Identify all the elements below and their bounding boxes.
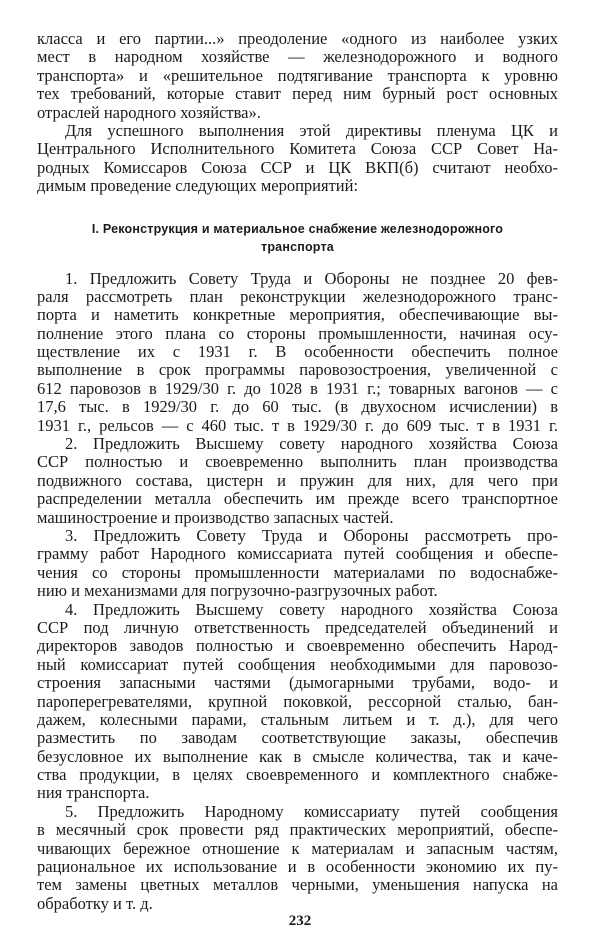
text-line: ства продукции, в целях своевременного и комплектного снабже-: [37, 765, 558, 785]
numbered-item: [37, 435, 558, 527]
text-line: ССР под личную ответственность председателей объединений и: [37, 617, 558, 637]
page-number: 232: [288, 913, 312, 929]
text-line: 1. Предложить Совету Труда и Обороны не позднее 20 фев-: [65, 268, 558, 288]
text-line: Центрального Исполнительного Комитета Союза ССР Совет На-: [37, 139, 558, 159]
text-line: порта и наметить конкретные мероприятия, обеспечивающие вы-: [37, 305, 558, 325]
text-line: димым проведение следующих мероприятий:: [37, 176, 359, 196]
text-line: 5. Предложить Народному комиссариату путей сообщения: [65, 801, 558, 821]
text-line: мест в народном хозяйстве — железнодорожного и водного: [37, 47, 558, 67]
section-heading: [37, 220, 558, 256]
text-line: тех требований, которые ставит перед ним бурный рост основных: [37, 84, 558, 104]
text-line: 1931 г., рельсов — с 460 тыс. т в 1929/30 г. до 609 тыс. т в 1931 г.: [37, 415, 558, 435]
paragraph: [37, 122, 558, 196]
text-line: чивающих бережное отношение к материалам и запасным частям,: [37, 838, 558, 858]
numbered-item: [37, 527, 558, 601]
numbered-item: [37, 601, 558, 803]
text-line: 17,6 тыс. в 1929/30 г. до 60 тыс. (в двухосном исчислении) в: [37, 397, 558, 417]
text-line: выполнение в срок программы паровозостроения, увеличенной с: [37, 360, 558, 380]
text-line: пароперегревателями, крупной поковкой, рессорной сталью, бан-: [37, 691, 558, 711]
text-line: рациональное их использование и в особенности экономию их пу-: [37, 857, 558, 877]
text-line: полнение этого плана со стороны промышленности, начиная осу-: [37, 323, 558, 343]
numbered-item: [37, 803, 558, 913]
intro-text: [37, 30, 558, 196]
text-line: подвижного состава, цистерн и пружин для них, для чего при: [37, 470, 558, 490]
text-line: 4. Предложить Высшему совету народного хозяйства Союза: [65, 599, 558, 619]
paragraph: [37, 30, 558, 122]
text-line: транспорта» и «решительное подтягивание транспорта к уровню: [37, 65, 558, 85]
text-line: директоров заводов полностью и своевременно обеспечить Народ-: [37, 636, 558, 656]
text-line: в месячный срок провести ряд практических мероприятий, обеспе-: [37, 820, 558, 840]
text-line: строения запасными частями (дымогарными трубами, водо- и: [37, 673, 558, 693]
section-heading-line: транспорта: [261, 239, 334, 254]
text-line: ния транспорта.: [37, 783, 150, 803]
text-line: 612 паровозов в 1929/30 г. до 1028 в 1931 г.; товарных вагонов — с: [37, 378, 558, 398]
text-line: чения со стороны промышленности материалами по водоснабже-: [37, 562, 558, 582]
numbered-item: [37, 270, 558, 436]
text-line: грамму работ Народного комиссариата путей сообщения и обеспе-: [37, 544, 558, 564]
text-line: дажем, колесными парами, стальным литьем и т. д.), для чего: [37, 709, 558, 729]
text-line: Для успешного выполнения этой директивы пленума ЦК и: [65, 120, 558, 140]
text-line: обработку и т. д.: [37, 893, 153, 913]
text-line: распределении металла обеспечить им прежде всего транспортное: [37, 489, 558, 509]
text-line: раля рассмотреть план реконструкции железнодорожного транс-: [37, 286, 558, 306]
text-line: отраслей народного хозяйства».: [37, 102, 261, 122]
text-line: ССР полностью и своевременно выполнить план производства: [37, 452, 558, 472]
text-line: нию и механизмами для погрузочно-разгрузочных работ.: [37, 581, 438, 601]
text-line: разместить по заводам соответствующие заказы, обеспечив: [37, 728, 558, 748]
document-page: [37, 30, 558, 913]
text-line: машиностроение и производство запасных частей.: [37, 507, 394, 527]
text-line: безусловное их выполнение как в смысле количества, так и каче-: [37, 746, 558, 766]
text-line: родных Комиссаров Союза ССР и ЦК ВКП(б) считают необхо-: [37, 157, 558, 177]
text-line: ный комиссариат путей сообщения необходимыми для паровозо-: [37, 654, 558, 674]
text-line: класса и его партии...» преодоление «одного из наиболее узких: [37, 29, 558, 48]
text-line: 3. Предложить Совету Труда и Обороны рассмотреть про-: [65, 525, 558, 545]
text-line: ществление их с 1931 г. В особенности обеспечить полное: [37, 342, 558, 362]
numbered-items: [37, 270, 558, 914]
section-heading-line: I. Реконструкция и материальное снабжение железнодорожного: [91, 221, 504, 236]
text-line: тем замены цветных металлов черными, уменьшения напуска на: [37, 875, 558, 895]
text-line: 2. Предложить Высшему совету народного хозяйства Союза: [65, 434, 558, 454]
